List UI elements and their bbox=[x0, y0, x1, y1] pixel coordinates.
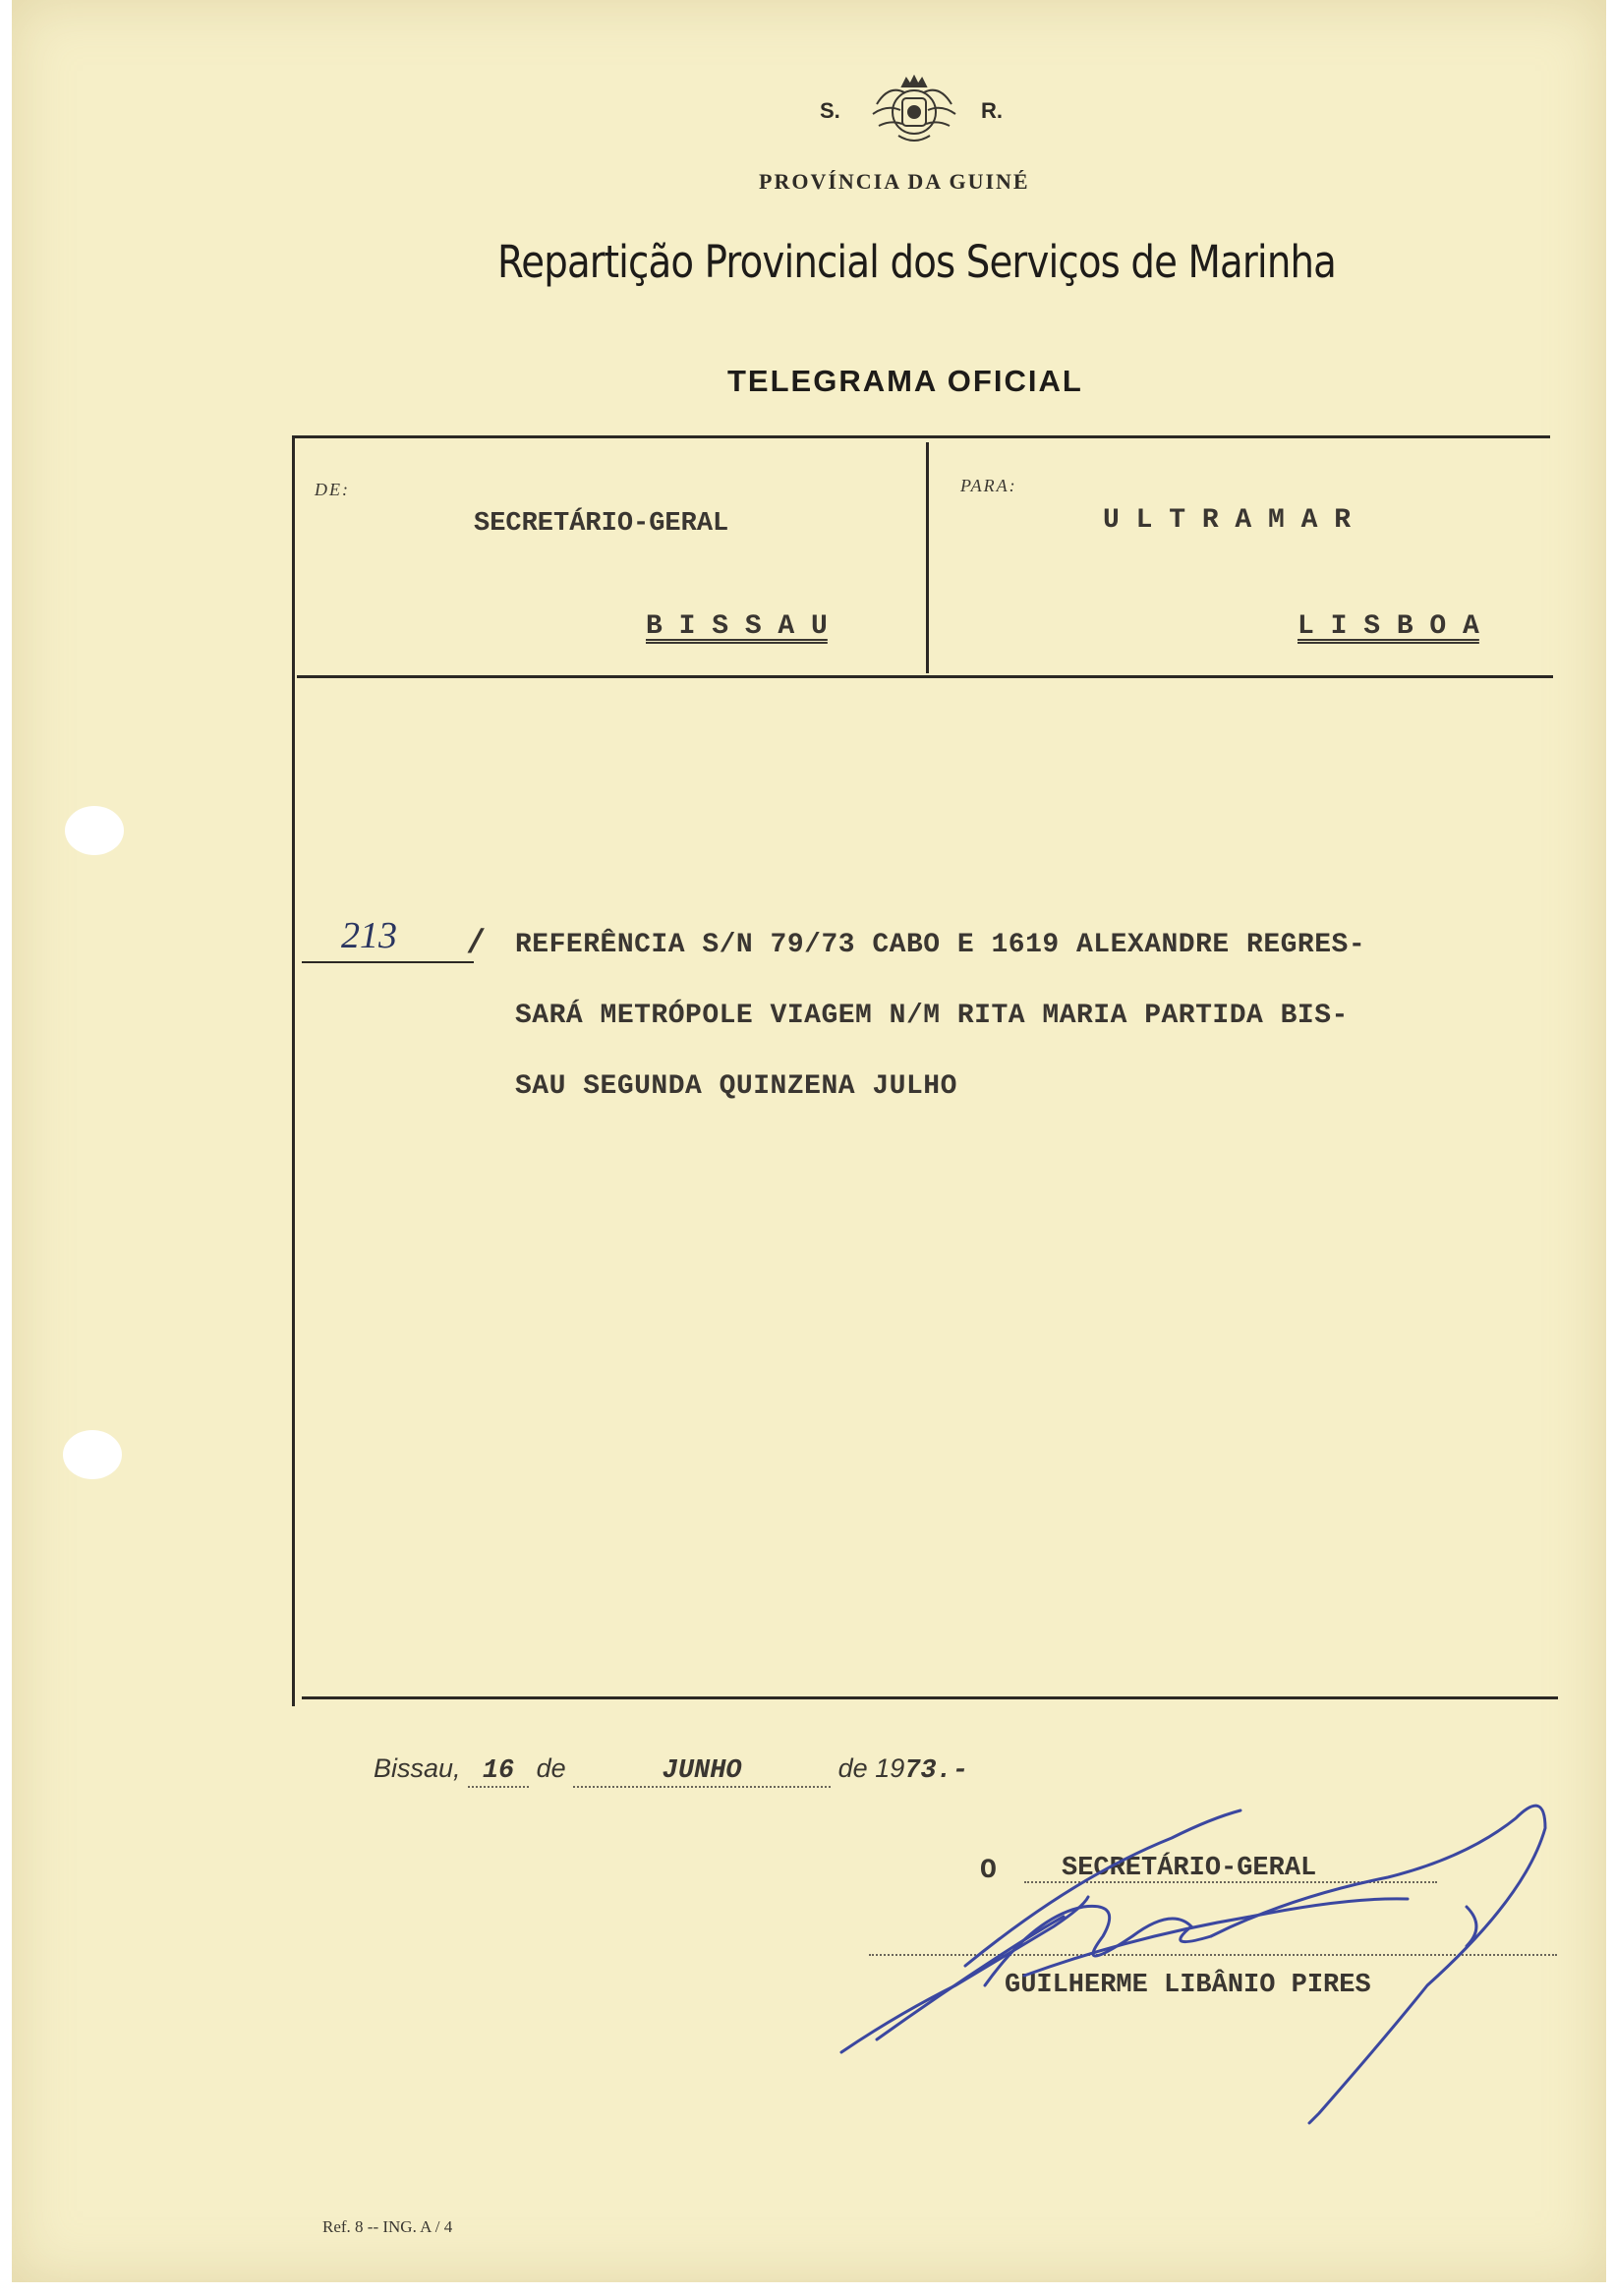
date-place: Bissau, bbox=[374, 1753, 461, 1783]
address-bottom-rule bbox=[297, 675, 1553, 678]
date-month: JUNHO bbox=[662, 1756, 742, 1786]
number-underline bbox=[302, 961, 474, 963]
date-day: 16 bbox=[482, 1756, 515, 1786]
date-de-2: de 19 bbox=[837, 1753, 905, 1783]
from-label: DE: bbox=[315, 480, 350, 499]
document-page bbox=[12, 0, 1606, 2282]
handwritten-signature bbox=[837, 1789, 1565, 2143]
date-de-1: de bbox=[536, 1753, 566, 1783]
dateline bbox=[374, 1753, 968, 1788]
box-top-rule bbox=[292, 435, 1550, 438]
message-line-2: SARÁ METRÓPOLE VIAGEM N/M RITA MARIA PARTIDA BIS- bbox=[515, 1001, 1349, 1031]
date-suffix: .- bbox=[936, 1756, 969, 1786]
document-type: TELEGRAMA OFICIAL bbox=[727, 364, 1083, 398]
r-label: R. bbox=[981, 98, 1003, 123]
to-name: U L T R A M A R bbox=[1103, 505, 1352, 536]
box-left-rule bbox=[292, 435, 295, 1706]
to-label: PARA: bbox=[960, 476, 1017, 495]
date-year: 73 bbox=[904, 1756, 937, 1786]
coat-of-arms-icon bbox=[869, 75, 959, 149]
province-name: PROVÍNCIA DA GUINÉ bbox=[759, 169, 1030, 194]
message-line-3: SAU SEGUNDA QUINZENA JULHO bbox=[515, 1071, 957, 1102]
punch-hole-top bbox=[65, 806, 124, 855]
signature-title: SECRETÁRIO-GERAL bbox=[1062, 1854, 1317, 1883]
handwritten-number: 213 bbox=[341, 915, 397, 956]
from-place: B I S S A U bbox=[646, 611, 828, 642]
box-center-divider bbox=[926, 442, 929, 673]
signature-article: O bbox=[980, 1856, 997, 1886]
box-bottom-rule bbox=[302, 1696, 1558, 1699]
message-line-1: REFERÊNCIA S/N 79/73 CABO E 1619 ALEXANDRE REGRES- bbox=[515, 930, 1366, 960]
office-title: Repartição Provincial dos Serviços de Marinha bbox=[497, 236, 1337, 288]
number-slash: / bbox=[466, 926, 487, 963]
punch-hole-bottom bbox=[63, 1430, 122, 1479]
signature-name: GUILHERME LIBÂNIO PIRES bbox=[1005, 1971, 1371, 2000]
s-label: S. bbox=[820, 98, 840, 123]
to-place: L I S B O A bbox=[1298, 611, 1479, 642]
form-reference: Ref. 8 -- ING. A / 4 bbox=[322, 2217, 453, 2236]
from-name: SECRETÁRIO-GERAL bbox=[474, 509, 729, 539]
